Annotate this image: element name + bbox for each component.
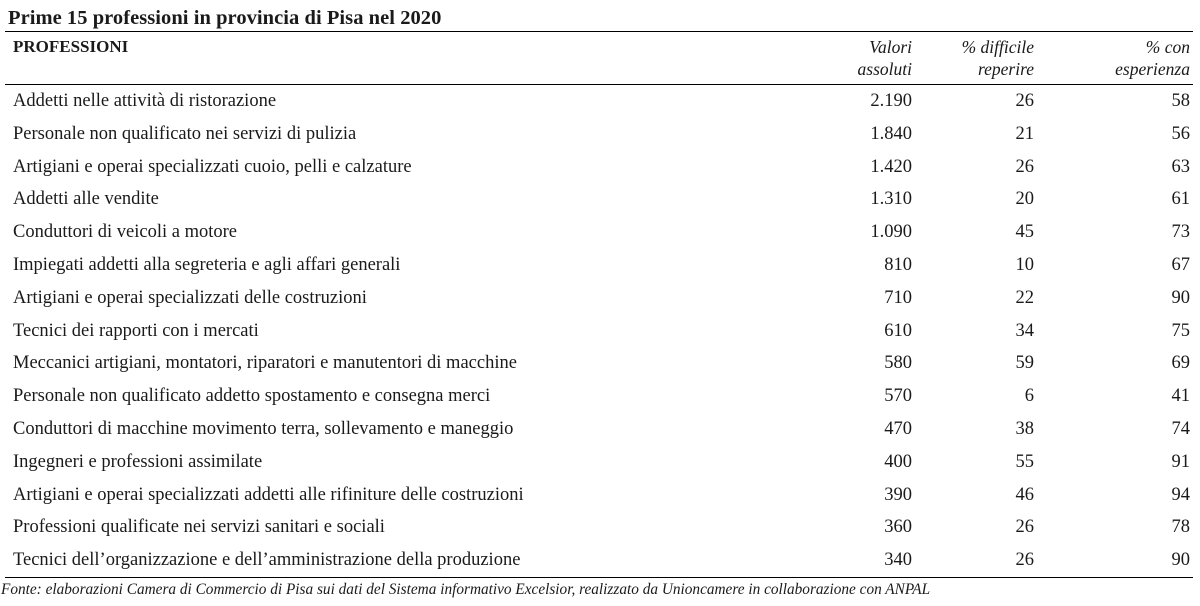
- experience-pct-cell: 90: [1171, 550, 1190, 571]
- difficult-pct-cell: 20: [1015, 189, 1034, 210]
- table-row: [5, 216, 1193, 249]
- difficult-pct-cell: 21: [1015, 123, 1034, 144]
- difficult-pct-cell: 45: [1015, 222, 1034, 243]
- profession-cell: Addetti alle vendite: [13, 189, 159, 210]
- profession-cell: Addetti nelle attività di ristorazione: [13, 91, 277, 111]
- table-row: [5, 282, 1193, 315]
- profession-cell: Conduttori di macchine movimento terra, sollevamento e maneggio: [13, 418, 514, 439]
- header-con-esperienza: [1115, 36, 1190, 80]
- table-title: Prime 15 professioni in provincia di Pisa nel 2020: [8, 7, 442, 29]
- table-row: [5, 85, 1193, 118]
- absolute-value-cell: 580: [884, 353, 912, 374]
- difficult-pct-cell: 34: [1015, 320, 1034, 341]
- difficult-pct-cell: 26: [1015, 550, 1034, 571]
- absolute-value-cell: 1.840: [870, 123, 912, 144]
- bottom-rule: [5, 577, 1193, 578]
- absolute-value-cell: 400: [884, 451, 912, 472]
- absolute-value-cell: 1.420: [870, 156, 912, 177]
- experience-pct-cell: 94: [1171, 484, 1190, 505]
- table-row: [5, 544, 1193, 577]
- table-row: [5, 347, 1193, 380]
- table-body: [5, 85, 1193, 577]
- difficult-pct-cell: 38: [1015, 418, 1034, 439]
- header-difficile-reperire: [962, 36, 1034, 80]
- profession-cell: Artigiani e operai specializzati delle costruzioni: [13, 287, 367, 308]
- table-row: [5, 413, 1193, 446]
- difficult-pct-cell: 59: [1015, 353, 1034, 374]
- header-difficile-line1: % difficile: [961, 37, 1034, 57]
- experience-pct-cell: 67: [1171, 254, 1190, 275]
- profession-cell: Personale non qualificato nei servizi di pulizia: [13, 123, 357, 144]
- difficult-pct-cell: 6: [1024, 386, 1034, 407]
- table-row: [5, 479, 1193, 512]
- table-row: [5, 183, 1193, 216]
- header-esperienza-line1: % con: [1145, 37, 1190, 57]
- difficult-pct-cell: 55: [1015, 451, 1034, 472]
- experience-pct-cell: 56: [1171, 123, 1190, 144]
- experience-pct-cell: 69: [1171, 353, 1190, 374]
- experience-pct-cell: 58: [1171, 91, 1190, 111]
- absolute-value-cell: 470: [884, 418, 912, 439]
- absolute-value-cell: 390: [884, 484, 912, 505]
- report-page: [5, 0, 1193, 578]
- experience-pct-cell: 74: [1171, 418, 1190, 439]
- absolute-value-cell: 810: [884, 254, 912, 275]
- header-valori-line2: assoluti: [857, 59, 912, 79]
- absolute-value-cell: 610: [884, 320, 912, 341]
- profession-cell: Artigiani e operai specializzati cuoio, pelli e calzature: [13, 156, 412, 177]
- difficult-pct-cell: 10: [1015, 254, 1034, 275]
- profession-cell: Artigiani e operai specializzati addetti alle rifiniture delle costruzioni: [13, 484, 524, 505]
- profession-cell: Ingegneri e professioni assimilate: [13, 451, 263, 472]
- experience-pct-cell: 90: [1171, 287, 1190, 308]
- experience-pct-cell: 75: [1171, 320, 1190, 341]
- experience-pct-cell: 78: [1171, 517, 1190, 538]
- difficult-pct-cell: 26: [1015, 156, 1034, 177]
- header-valori-assoluti: [858, 36, 912, 80]
- difficult-pct-cell: 26: [1015, 517, 1034, 538]
- header-difficile-line2: reperire: [977, 59, 1034, 79]
- header-valori-line1: Valori: [869, 37, 912, 57]
- table-row: [5, 511, 1193, 544]
- experience-pct-cell: 63: [1171, 156, 1190, 177]
- difficult-pct-cell: 46: [1015, 484, 1034, 505]
- experience-pct-cell: 61: [1171, 189, 1190, 210]
- profession-cell: Personale non qualificato addetto spostamento e consegna merci: [13, 386, 491, 407]
- profession-cell: Professioni qualificate nei servizi sanitari e sociali: [13, 517, 385, 538]
- absolute-value-cell: 2.190: [870, 91, 912, 111]
- absolute-value-cell: 570: [884, 386, 912, 407]
- table-row: [5, 151, 1193, 184]
- experience-pct-cell: 41: [1171, 386, 1190, 407]
- header-esperienza-line2: esperienza: [1115, 59, 1190, 79]
- profession-cell: Tecnici dell’organizzazione e dell’amministrazione della produzione: [13, 550, 521, 571]
- table-row: [5, 446, 1193, 479]
- table-row: [5, 118, 1193, 151]
- header-professioni: PROFESSIONI: [13, 37, 129, 56]
- difficult-pct-cell: 22: [1015, 287, 1034, 308]
- table-row: [5, 249, 1193, 282]
- difficult-pct-cell: 26: [1015, 91, 1034, 111]
- profession-cell: Conduttori di veicoli a motore: [13, 222, 238, 243]
- absolute-value-cell: 360: [884, 517, 912, 538]
- profession-cell: Impiegati addetti alla segreteria e agli affari generali: [13, 254, 401, 275]
- absolute-value-cell: 710: [884, 287, 912, 308]
- profession-cell: Meccanici artigiani, montatori, riparatori e manutentori di macchine: [13, 353, 517, 374]
- source-footnote: Fonte: elaborazioni Camera di Commercio di Pisa sui dati del Sistema informativo Excelsior, realizzato da Unioncamere in collaborazione con ANPAL: [1, 581, 931, 598]
- table-row: [5, 380, 1193, 413]
- profession-cell: Tecnici dei rapporti con i mercati: [13, 320, 259, 341]
- absolute-value-cell: 1.310: [870, 189, 912, 210]
- table-row: [5, 315, 1193, 348]
- experience-pct-cell: 73: [1171, 222, 1190, 243]
- table-header: [5, 32, 1193, 84]
- experience-pct-cell: 91: [1171, 451, 1190, 472]
- absolute-value-cell: 340: [884, 550, 912, 571]
- absolute-value-cell: 1.090: [870, 222, 912, 243]
